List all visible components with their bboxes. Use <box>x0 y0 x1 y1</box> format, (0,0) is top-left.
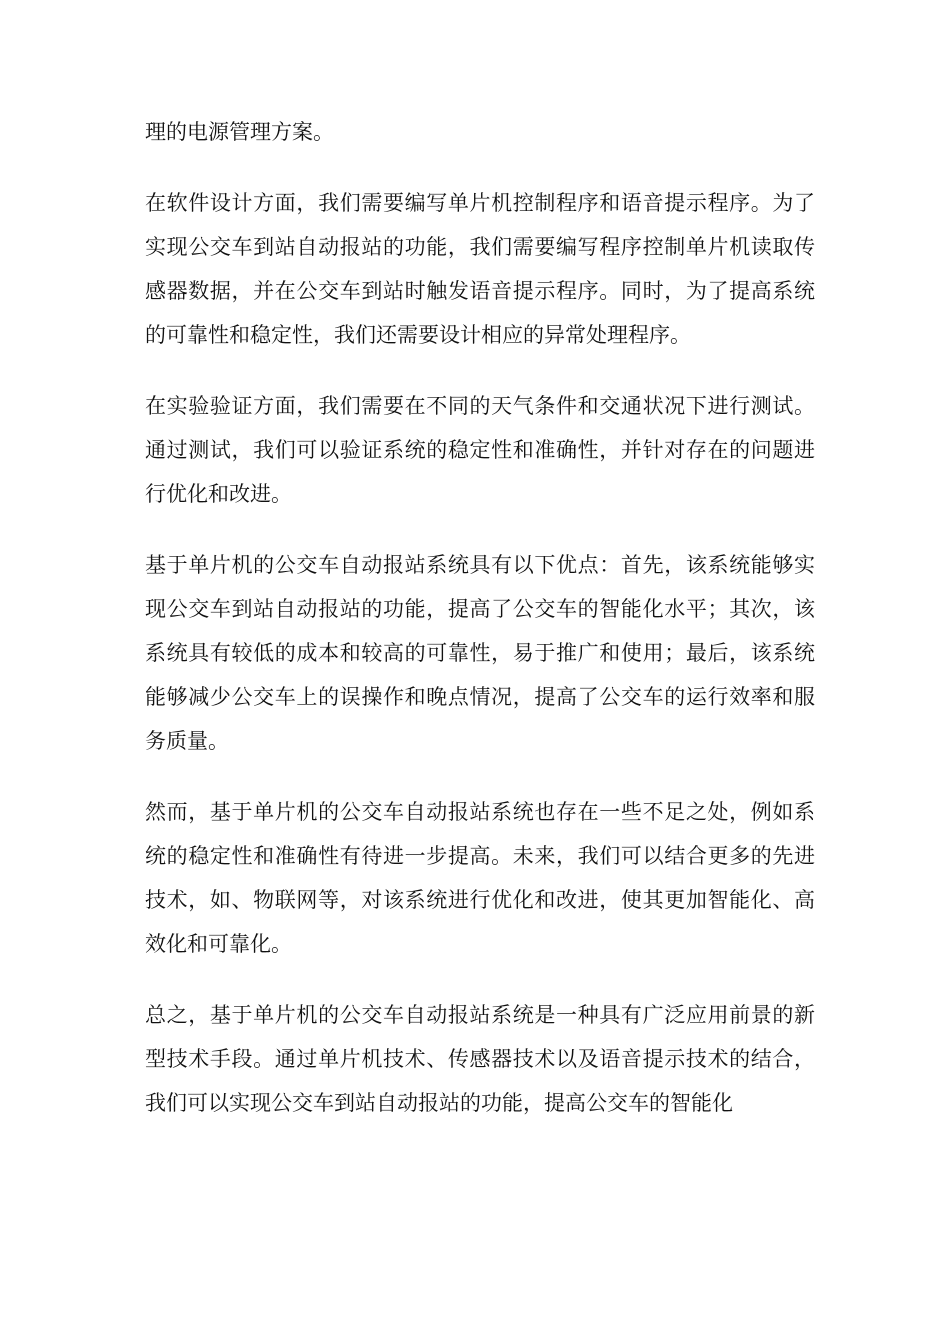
paragraph-conclusion: 总之，基于单片机的公交车自动报站系统是一种具有广泛应用前景的新型技术手段。通过单片机技术、传感器技术以及语音提示技术的结合，我们可以实现公交车到站自动报站的功能，提高公交车的智能化 <box>145 1003 815 1115</box>
paragraph-advantages: 基于单片机的公交车自动报站系统具有以下优点：首先，该系统能够实现公交车到站自动报站的功能，提高了公交车的智能化水平；其次，该系统具有较低的成本和较高的可靠性，易于推广和使用；最后，该系统能够减少公交车上的误操作和晚点情况，提高了公交车的运行效率和服务质量。 <box>145 553 815 753</box>
paragraph-experimental-verification: 在实验验证方面，我们需要在不同的天气条件和交通状况下进行测试。通过测试，我们可以验证系统的稳定性和准确性，并针对存在的问题进行优化和改进。 <box>145 394 815 506</box>
paragraph-shortcomings: 然而，基于单片机的公交车自动报站系统也存在一些不足之处，例如系统的稳定性和准确性有待进一步提高。未来，我们可以结合更多的先进技术，如、物联网等，对该系统进行优化和改进，使其更加智能化、高效化和可靠化。 <box>145 800 815 956</box>
document-body <box>145 110 815 1152</box>
paragraph-software-design: 在软件设计方面，我们需要编写单片机控制程序和语音提示程序。为了实现公交车到站自动报站的功能，我们需要编写程序控制单片机读取传感器数据，并在公交车到站时触发语音提示程序。同时，为了提高系统的可靠性和稳定性，我们还需要设计相应的异常处理程序。 <box>145 191 815 347</box>
paragraph-power-management-end: 理的电源管理方案。 <box>145 120 334 144</box>
